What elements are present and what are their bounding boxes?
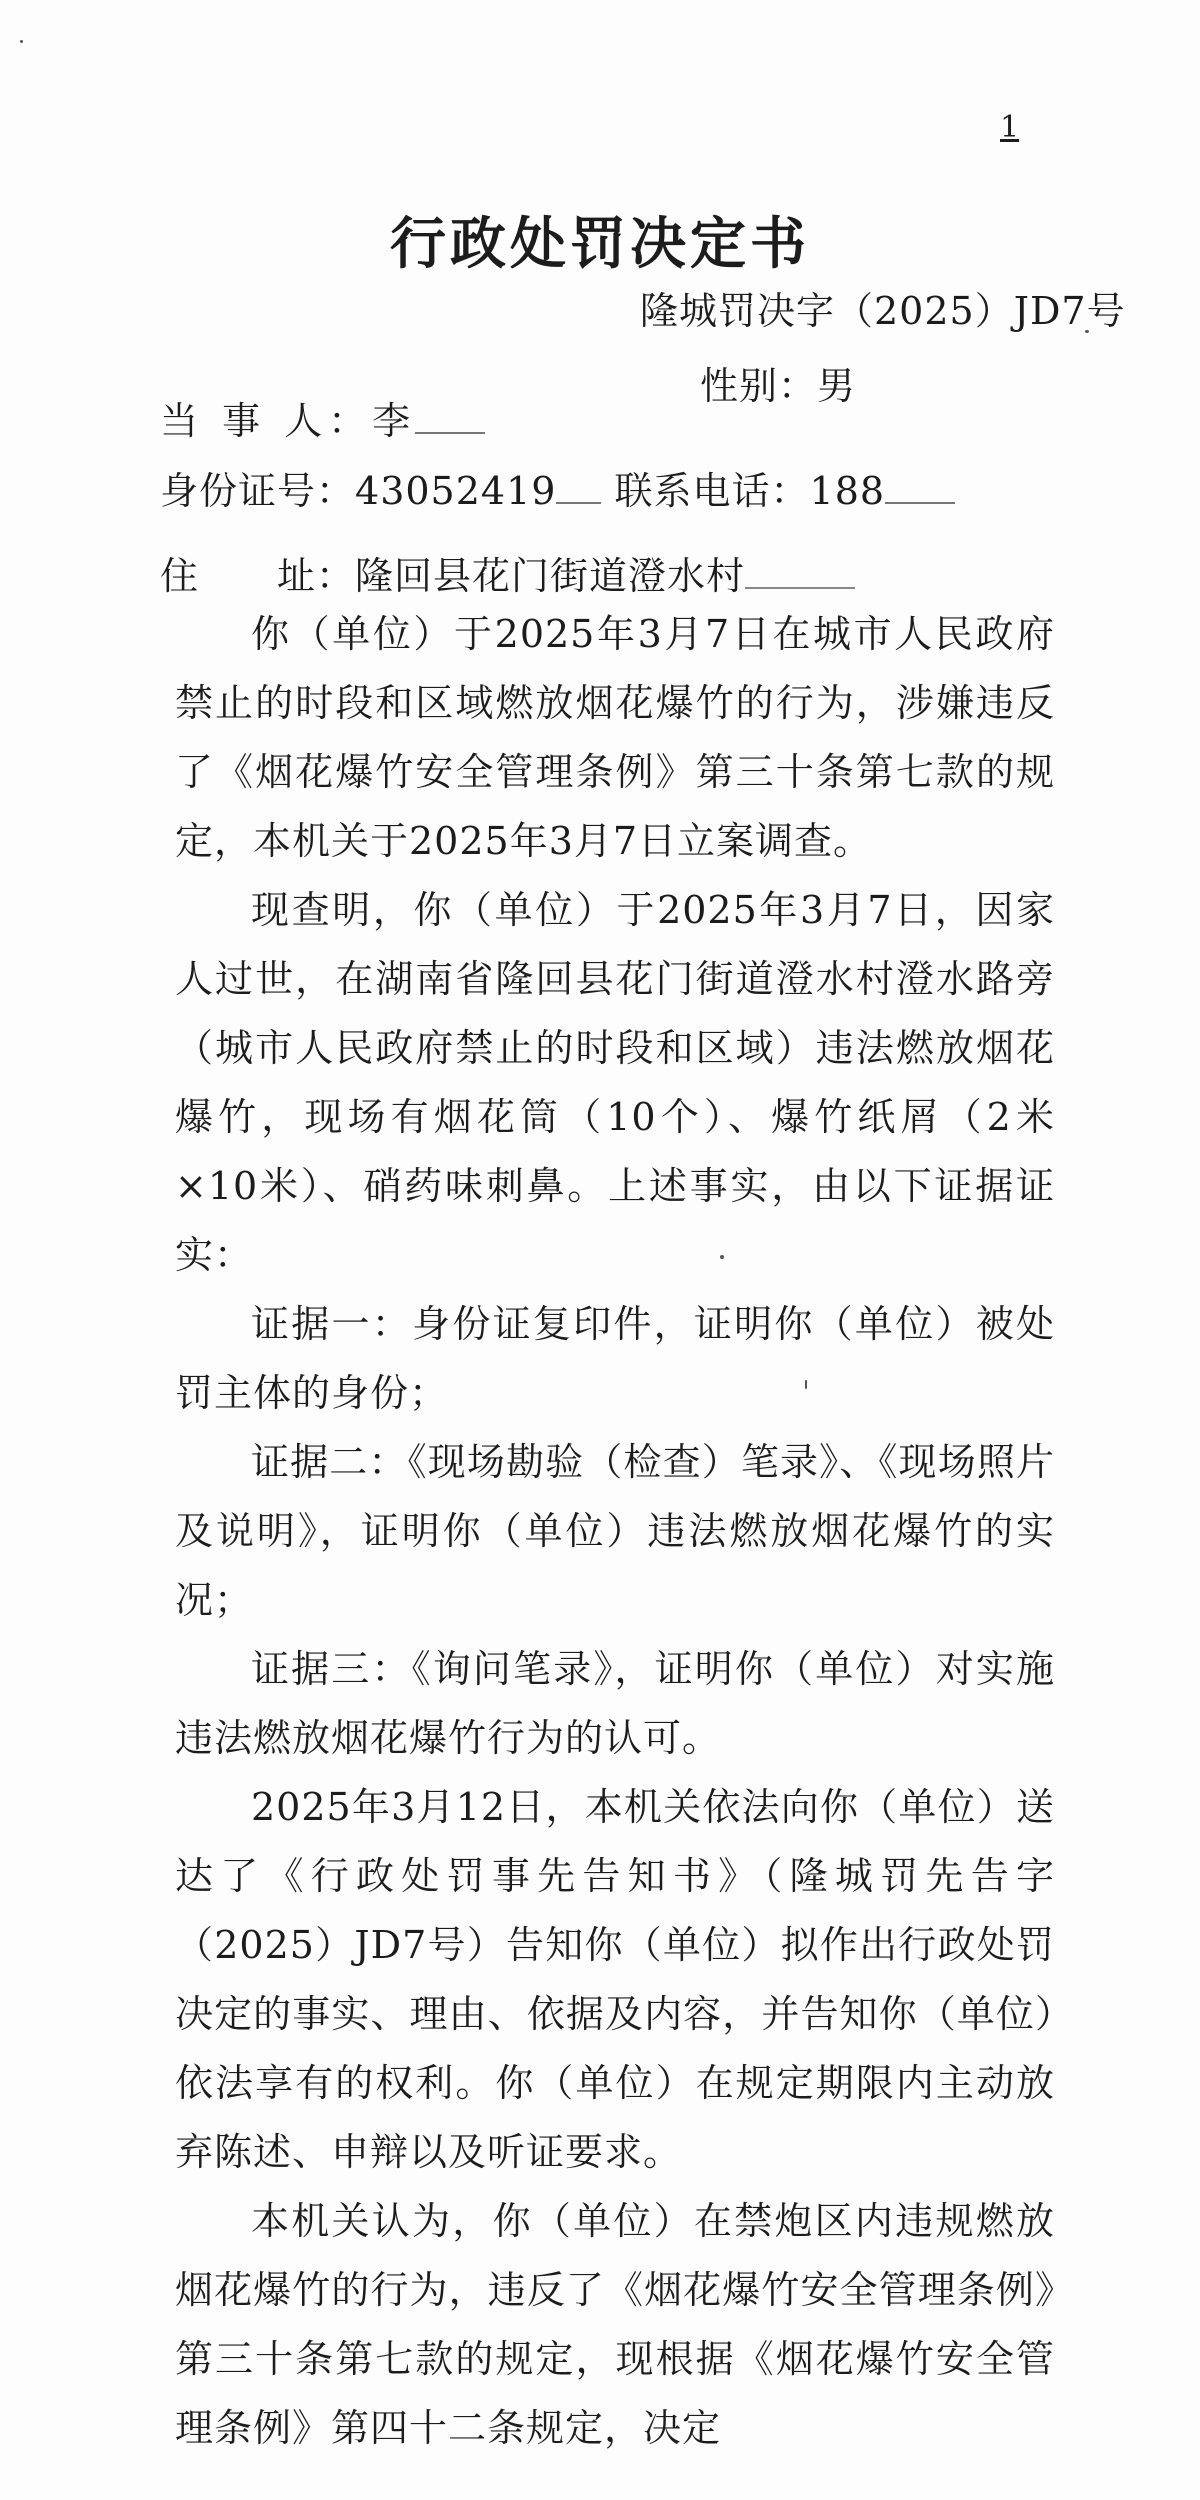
party-address-value: 隆回县花门街道澄水村 (355, 554, 746, 598)
document-number: 隆城罚决字（2025）JD7号 (640, 289, 1126, 333)
paragraph-decision: 本机关认为，你（单位）在禁炮区内违规燃放烟花爆竹的行为，违反了《烟花爆竹安全管理条例》第三十条第七款的规定，现根据《烟花爆竹安全管理条例》第四十二条规定，决定 (175, 2199, 1055, 2450)
redaction-mark (556, 488, 601, 504)
scan-speck (20, 40, 23, 43)
party-phone-label: 联系电话： (614, 469, 810, 513)
paragraph-notice: 2025年3月12日，本机关依法向你（单位）送达了《行政处罚事先告知书》（隆城罚先告字（2025）JD7号）告知你（单位）拟作出行政处罚决定的事实、理由、依据及内容，并告知你（单位）依法享有的权利。你（单位）在规定期限内主动放弃陈述、申辩以及听证要求。 (175, 1785, 1055, 2174)
redaction-mark (885, 488, 955, 504)
party-phone-value: 188 (809, 469, 886, 513)
party-address-field (160, 545, 855, 600)
party-name-field (160, 390, 485, 445)
party-gender-label: 性别： (700, 364, 818, 408)
paragraph-evidence-2: 证据二：《现场勘验（检查）笔录》、《现场照片及说明》，证明你（单位）违法燃放烟花爆竹的实况； (175, 1440, 1055, 1622)
party-gender-field (700, 355, 856, 410)
redaction-mark (415, 420, 485, 434)
party-name-label: 当 事 人： (160, 399, 373, 443)
party-id-value: 43052419 (355, 469, 557, 513)
party-gender-value: 男 (817, 364, 857, 408)
party-name-value: 李 (372, 399, 412, 443)
party-id-phone-field (160, 460, 955, 515)
redaction-mark (745, 573, 855, 589)
paragraph-findings: 现查明，你（单位）于2025年3月7日，因家人过世，在湖南省隆回县花门街道澄水村澄水路旁（城市人民政府禁止的时段和区域）违法燃放烟花爆竹，现场有烟花筒（10个）、爆竹纸屑（2米×10米）、硝药味刺鼻。上述事实，由以下证据证实： (175, 888, 1055, 1277)
paragraph-evidence-1: 证据一：身份证复印件，证明你（单位）被处罚主体的身份； (175, 1302, 1055, 1415)
page-number: 1 (1000, 110, 1020, 145)
party-id-label: 身份证号： (160, 469, 356, 513)
document-title: 行政处罚决定书 (390, 211, 810, 277)
party-address-label: 住 址： (160, 554, 356, 598)
document-body (175, 600, 1055, 2463)
paragraph-evidence-3: 证据三：《询问笔录》，证明你（单位）对实施违法燃放烟花爆竹行为的认可。 (175, 1647, 1055, 1760)
paragraph-case-filing: 你（单位）于2025年3月7日在城市人民政府禁止的时段和区域燃放烟花爆竹的行为，涉嫌违反了《烟花爆竹安全管理条例》第三十条第七款的规定，本机关于2025年3月7日立案调查。 (175, 612, 1055, 863)
